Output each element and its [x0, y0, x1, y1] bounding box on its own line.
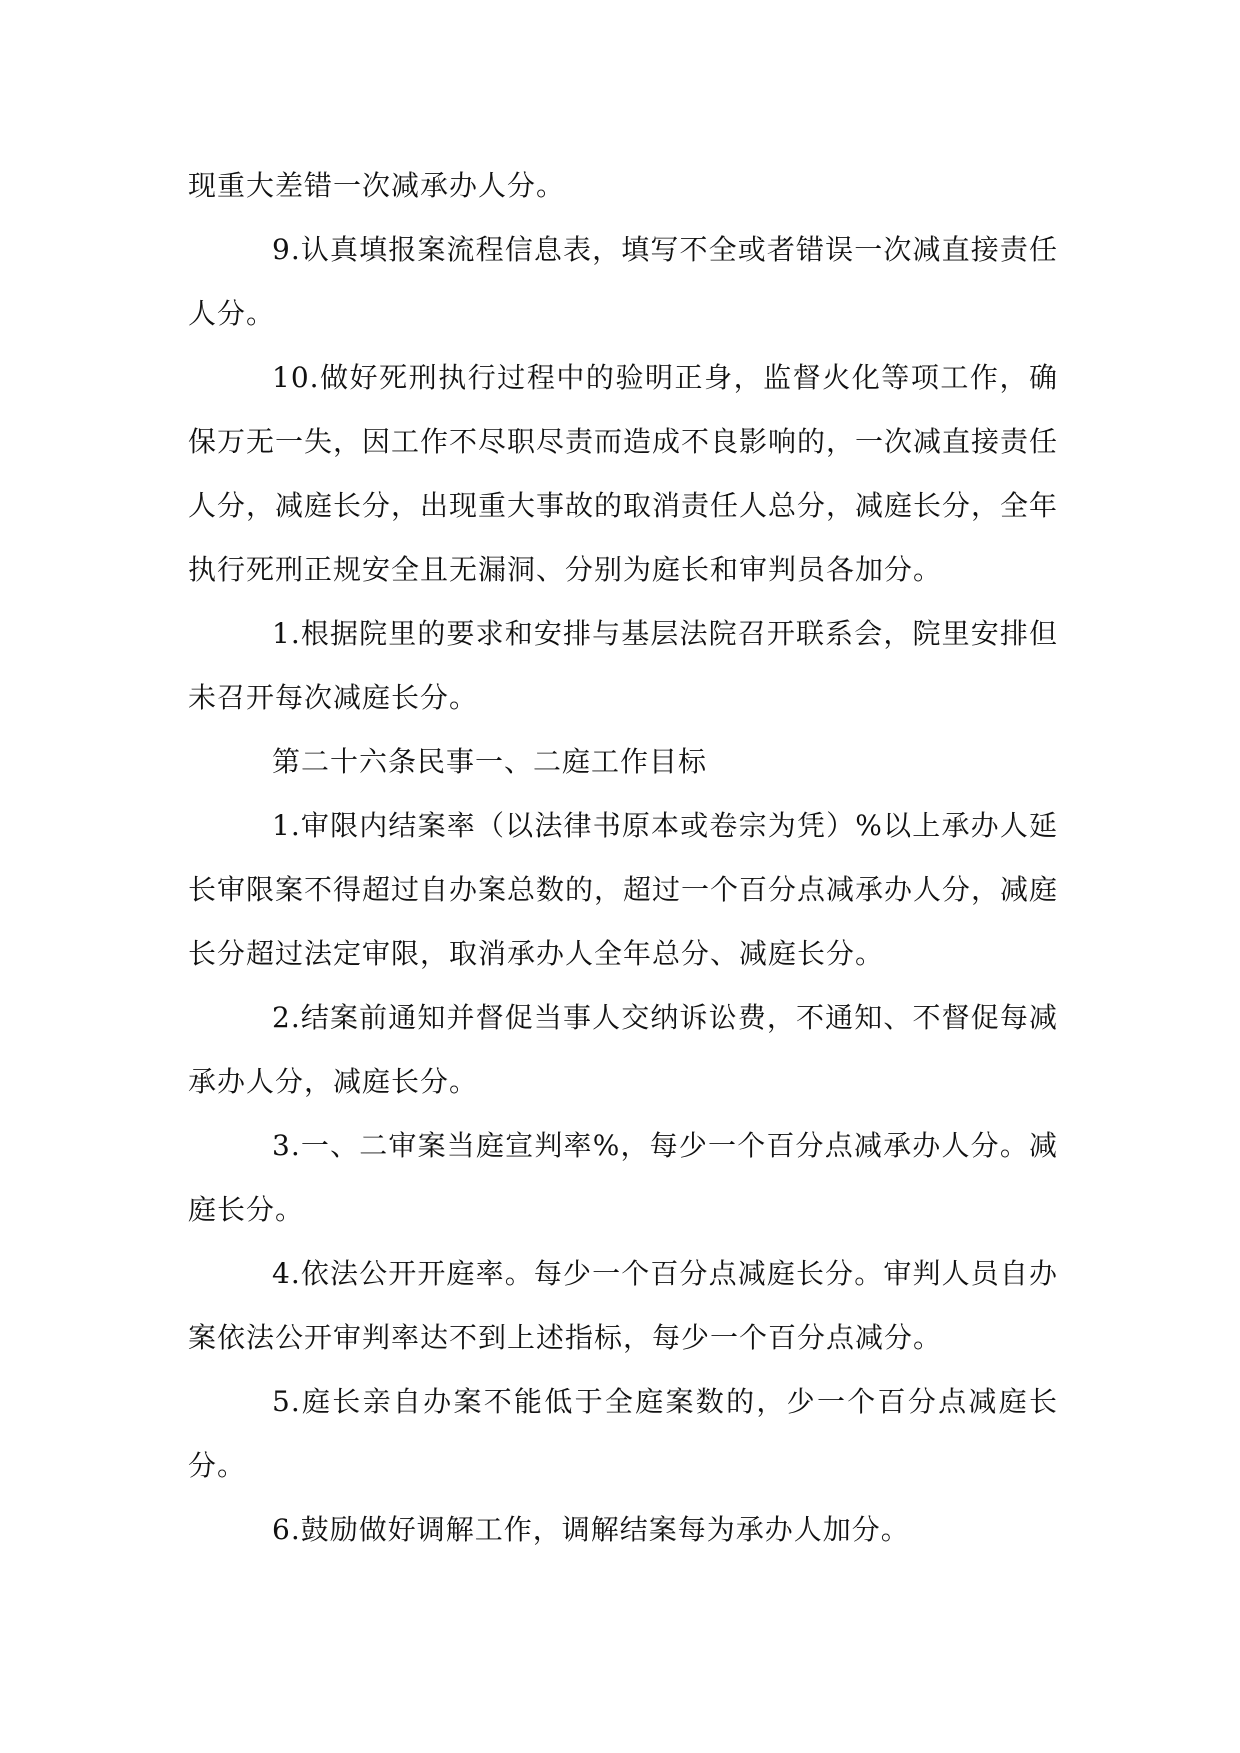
paragraph: 6.鼓励做好调解工作，调解结案每为承办人加分。 [272, 1513, 910, 1546]
paragraph: 现重大差错一次减承办人分。 [188, 169, 566, 202]
paragraph: 3.一、二审案当庭宣判率%，每少一个百分点减承办人分。减庭长分。 [188, 1129, 1058, 1226]
section-heading: 第二十六条民事一、二庭工作目标 [272, 745, 708, 778]
paragraph: 2.结案前通知并督促当事人交纳诉讼费，不通知、不督促每减承办人分，减庭长分。 [188, 1001, 1058, 1098]
paragraph: 1.根据院里的要求和安排与基层法院召开联系会，院里安排但未召开每次减庭长分。 [188, 617, 1058, 714]
paragraph: 4.依法公开开庭率。每少一个百分点减庭长分。审判人员自办案依法公开审判率达不到上述指标，每少一个百分点减分。 [188, 1257, 1058, 1354]
paragraph: 10.做好死刑执行过程中的验明正身，监督火化等项工作，确保万无一失，因工作不尽职尽责而造成不良影响的，一次减直接责任人分，减庭长分，出现重大事故的取消责任人总分，减庭长分，全年执行死刑正规安全且无漏洞、分别为庭长和审判员各加分。 [188, 361, 1059, 586]
document-body [188, 154, 1058, 1562]
paragraph: 1.审限内结案率（以法律书原本或卷宗为凭）%以上承办人延长审限案不得超过自办案总数的，超过一个百分点减承办人分，减庭长分超过法定审限，取消承办人全年总分、减庭长分。 [188, 809, 1059, 970]
paragraph: 5.庭长亲自办案不能低于全庭案数的，少一个百分点减庭长分。 [188, 1385, 1058, 1482]
paragraph: 9.认真填报案流程信息表，填写不全或者错误一次减直接责任人分。 [188, 233, 1058, 330]
